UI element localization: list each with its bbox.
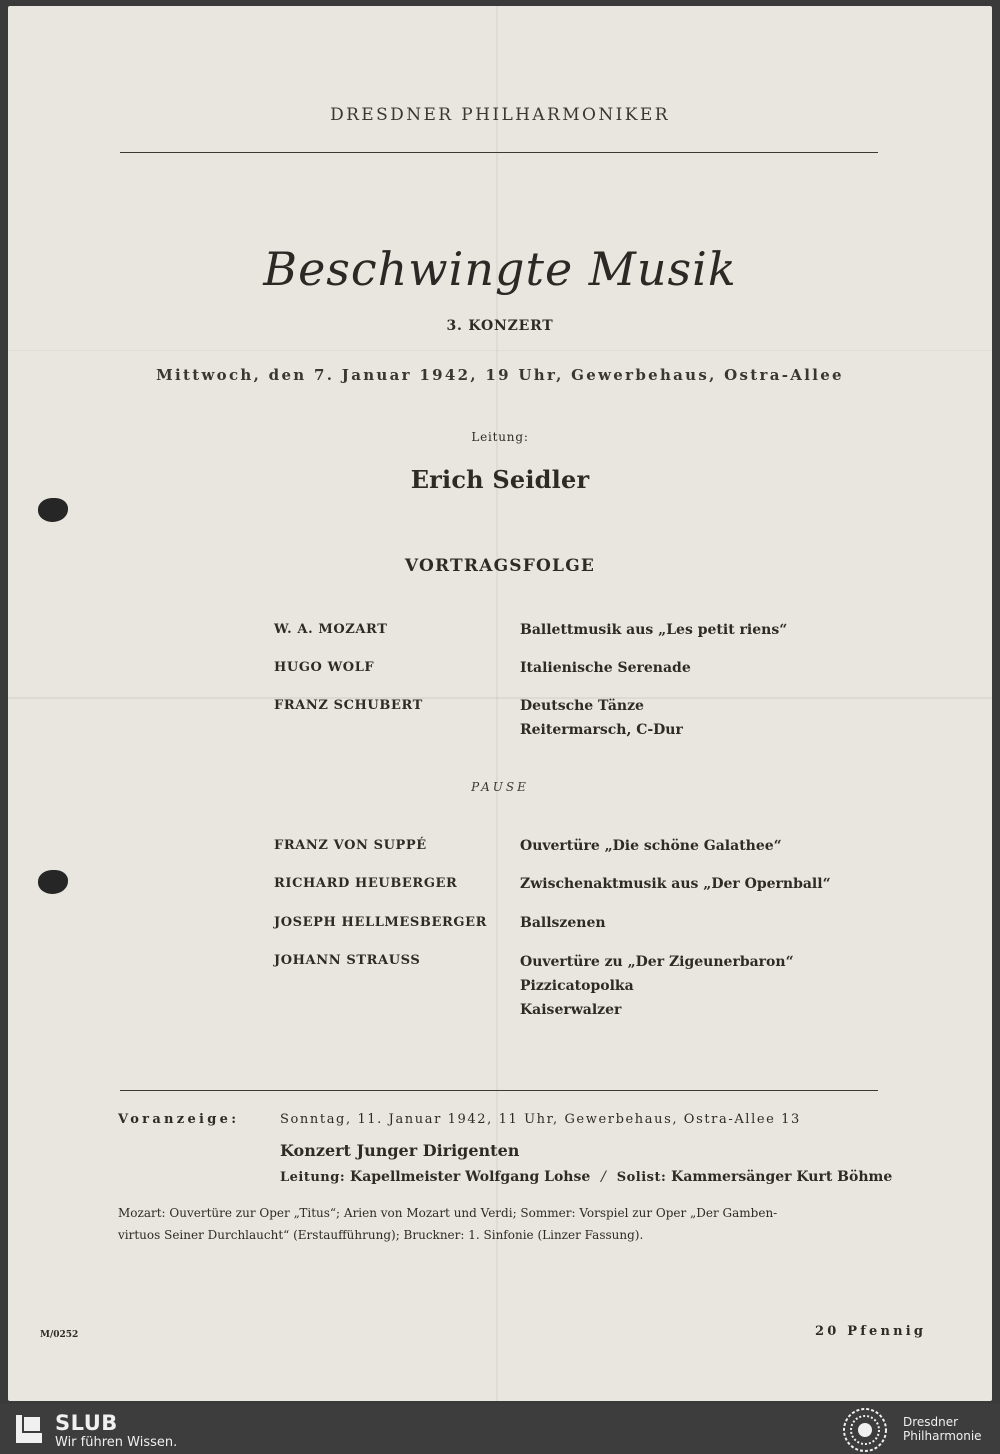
slub-claim: Wir führen Wissen. [55,1435,178,1450]
leitung-label: Leitung: [471,430,529,444]
price-label: 20 Pfennig [815,1324,927,1339]
work-title: Pizzicatopolka [520,978,634,994]
announcement-programme-line: Mozart: Ouvertüre zur Oper „Titus“; Arien von Mozart und Verdi; Sommer: Vorspiel zur Oper „Der Gamben- [118,1206,778,1220]
composer-schubert: FRANZ SCHUBERT [274,698,423,713]
announcement-label: Voranzeige: [118,1112,240,1127]
work-strauss [520,950,794,1022]
composer-heuberger: RICHARD HEUBERGER [274,876,458,891]
solist-value: Kammersänger Kurt Böhme [671,1169,893,1185]
philharmonie-name[interactable] [903,1415,998,1443]
work-schubert [520,694,683,742]
work-title: Italienische Serenade [520,660,691,676]
footer-rule [120,1090,878,1091]
slub-logo-icon[interactable] [12,1409,52,1449]
announcement-date: Sonntag, 11. Januar 1942, 11 Uhr, Gewerbehaus, Ostra-Allee 13 [280,1112,801,1127]
philharmonie-name-line: Philharmonie [903,1429,982,1443]
philharmonie-logo-icon[interactable] [842,1407,888,1453]
philharmonie-name-line: Dresdner [903,1415,959,1429]
work-suppe [520,834,782,858]
program-sheet [8,6,992,1401]
conductor-name: Erich Seidler [410,465,590,494]
announcement-title: Konzert Junger Dirigenten [280,1141,520,1160]
leitung-value: Kapellmeister Wolfgang Lohse [350,1169,591,1185]
work-heuberger [520,872,831,896]
composer-mozart: W. A. MOZART [274,622,388,637]
work-mozart [520,618,787,642]
work-title: Deutsche Tänze [520,698,644,714]
pause-label: PAUSE [471,780,529,794]
composer-wolf: HUGO WOLF [274,660,375,675]
work-title: Reitermarsch, C-Dur [520,722,683,738]
work-title: Kaiserwalzer [520,1002,622,1018]
work-title: Ouvertüre „Die schöne Galathee“ [520,838,782,854]
archive-reference: M/0252 [40,1330,79,1340]
header-rule [120,152,878,153]
work-wolf [520,656,691,680]
announcement-programme [118,1202,878,1246]
footer-bar [0,1404,1000,1454]
concert-number: 3. KONZERT [446,318,554,334]
work-title: Ballettmusik aus „Les petit riens“ [520,622,788,638]
work-title: Ballszenen [520,915,606,931]
paper-fold-upper [8,350,992,351]
paper-fold-middle [8,697,992,699]
slub-name[interactable]: SLUB [55,1411,118,1435]
solist-label: Solist: [616,1170,667,1185]
concert-title: Beschwingte Musik [263,242,737,296]
work-hellmesberger [520,911,606,935]
composer-suppe: FRANZ VON SUPPÉ [274,838,427,853]
work-title: Zwischenaktmusik aus „Der Opernball“ [520,876,831,892]
composer-strauss: JOHANN STRAUSS [274,953,421,968]
announcement-credits [280,1169,892,1185]
programme-heading: VORTRAGSFOLGE [404,556,596,576]
leitung-label: Leitung: [280,1170,346,1185]
paper-fold-vertical [496,6,498,1401]
work-title: Ouvertüre zu „Der Zigeunerbaron“ [520,954,794,970]
orchestra-name: DRESDNER PHILHARMONIKER [330,105,670,125]
composer-hellmesberger: JOSEPH HELLMESBERGER [274,915,488,930]
date-venue-line: Mittwoch, den 7. Januar 1942, 19 Uhr, Gewerbehaus, Ostra-Allee [156,366,844,384]
credits-separator: / [601,1169,606,1185]
announcement-programme-line: virtuos Seiner Durchlaucht“ (Erstaufführung); Bruckner: 1. Sinfonie (Linzer Fassung). [118,1228,644,1242]
